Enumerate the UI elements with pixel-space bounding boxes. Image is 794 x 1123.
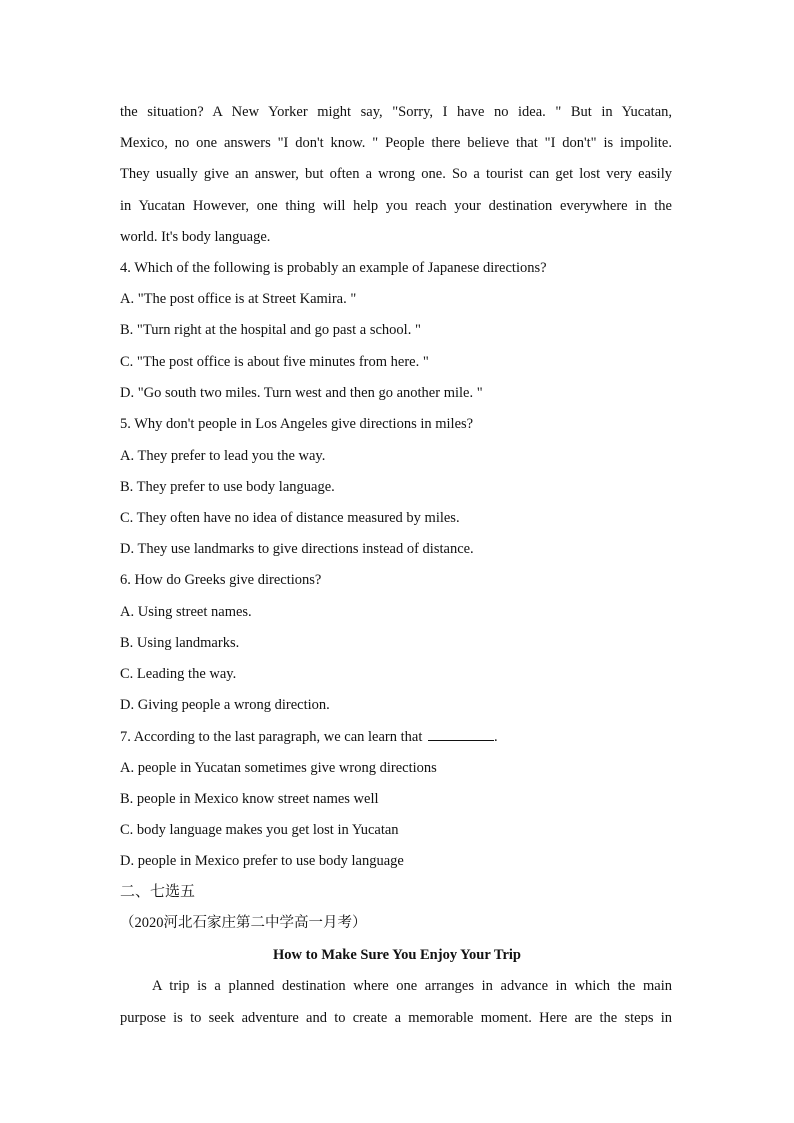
article-title: How to Make Sure You Enjoy Your Trip (272, 947, 521, 963)
passage-line-5: world. It's body language. (120, 229, 271, 245)
question-4-option-c: C. "The post office is about five minutes from here. " (120, 354, 429, 370)
passage-line-2: Mexico, no one answers "I don't know. " People there believe that "I don't" is impolite. (120, 135, 672, 151)
question-5-option-a: A. They prefer to lead you the way. (120, 448, 326, 464)
question-4-option-b: B. "Turn right at the hospital and go past a school. " (120, 322, 421, 338)
answer-blank (428, 726, 494, 741)
question-5-stem: 5. Why don't people in Los Angeles give directions in miles? (120, 416, 474, 432)
section-heading: 二、七选五 (120, 884, 196, 900)
question-4-option-a: A. "The post office is at Street Kamira. " (120, 291, 357, 307)
question-6-option-a: A. Using street names. (120, 604, 252, 620)
passage-line-1: the situation? A New Yorker might say, "Sorry, I have no idea. " But in Yucatan, (120, 104, 672, 120)
question-7-stem-line (120, 726, 498, 747)
question-7-option-a: A. people in Yucatan sometimes give wrong directions (120, 760, 437, 776)
question-5-option-d: D. They use landmarks to give directions instead of distance. (120, 541, 474, 557)
source-line: （2020河北石家庄第二中学高一月考） (120, 915, 367, 931)
article-line-1: A trip is a planned destination where one arranges in advance in which the main (152, 978, 672, 994)
question-5-option-c: C. They often have no idea of distance measured by miles. (120, 510, 460, 526)
question-6-option-b: B. Using landmarks. (120, 635, 240, 651)
question-6-stem: 6. How do Greeks give directions? (120, 572, 322, 588)
question-7-option-b: B. people in Mexico know street names well (120, 791, 379, 807)
passage-line-4: in Yucatan However, one thing will help you reach your destination everywhere in the (120, 198, 672, 214)
question-4-option-d: D. "Go south two miles. Turn west and then go another mile. " (120, 385, 483, 401)
question-5-option-b: B. They prefer to use body language. (120, 479, 335, 495)
passage-line-3: They usually give an answer, but often a wrong one. So a tourist can get lost very easily (120, 166, 672, 182)
question-7-stem-end: . (494, 729, 498, 745)
question-4-stem: 4. Which of the following is probably an example of Japanese directions? (120, 260, 547, 276)
question-7-option-d: D. people in Mexico prefer to use body language (120, 853, 404, 869)
article-line-2: purpose is to seek adventure and to create a memorable moment. Here are the steps in (120, 1010, 672, 1026)
question-7-option-c: C. body language makes you get lost in Yucatan (120, 822, 399, 838)
question-6-option-c: C. Leading the way. (120, 666, 237, 682)
question-6-option-d: D. Giving people a wrong direction. (120, 697, 330, 713)
question-7-stem: 7. According to the last paragraph, we can learn that (120, 729, 423, 745)
